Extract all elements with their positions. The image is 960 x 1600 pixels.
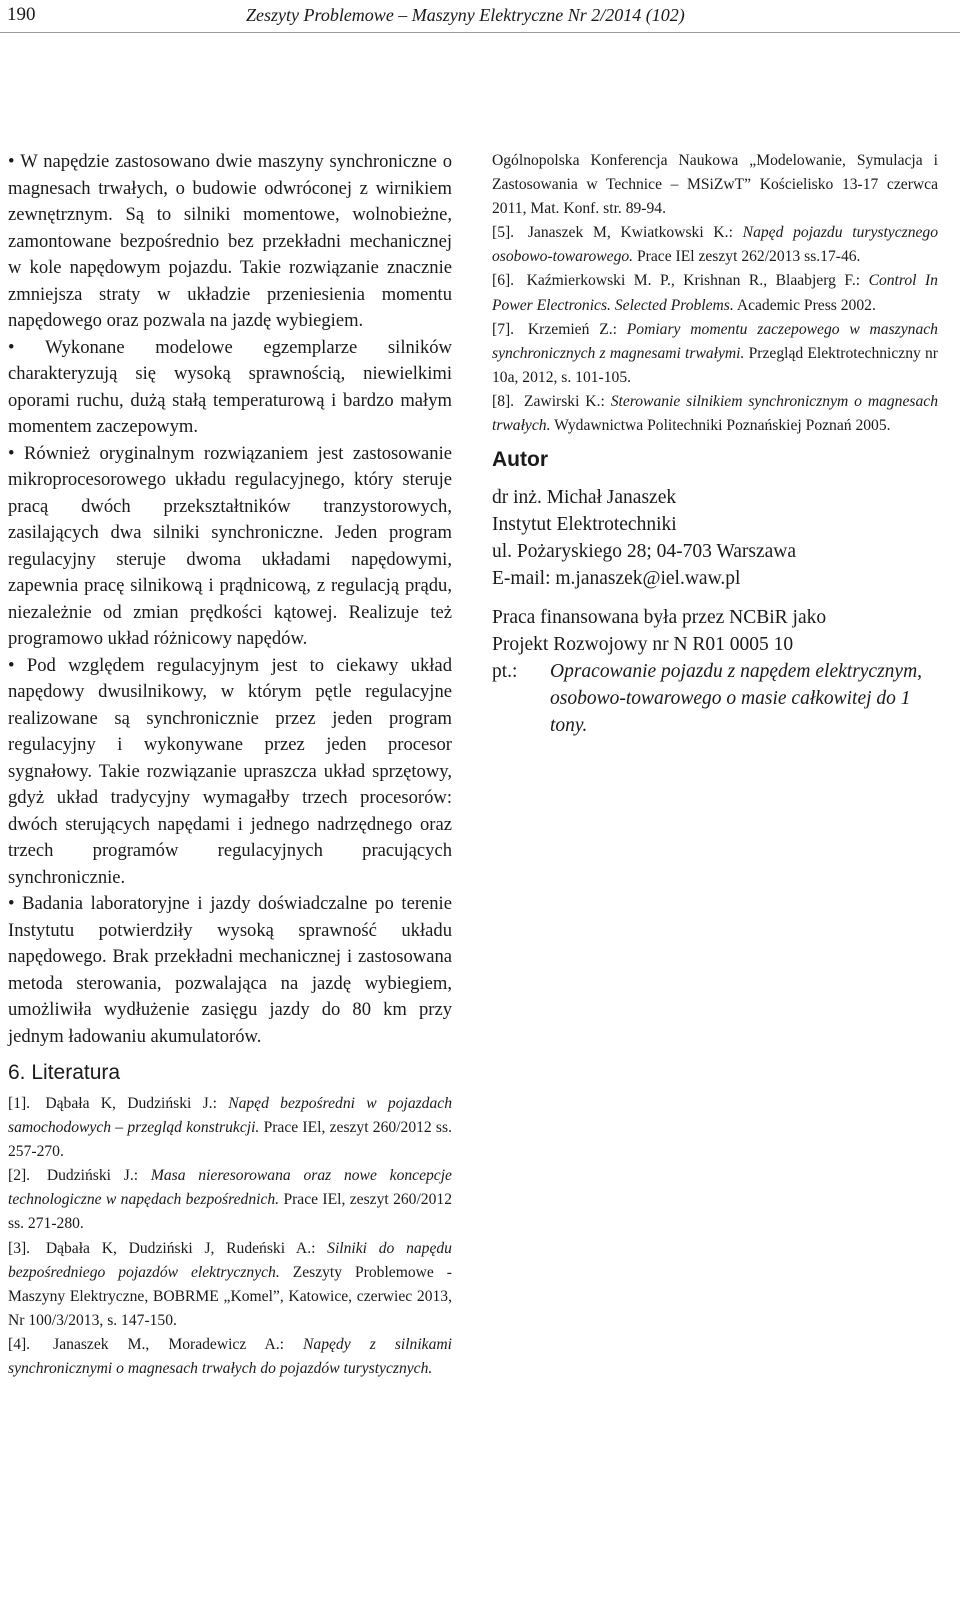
reference-item bbox=[492, 221, 938, 269]
reference-label: [3]. bbox=[8, 1239, 31, 1257]
left-column bbox=[8, 149, 452, 1381]
reference-authors: Janaszek M, Kwiatkowski K.: bbox=[527, 224, 733, 242]
funding-label: pt.: bbox=[492, 661, 518, 683]
reference-title: Napęd bezpośredni w pojazdach samochodowych – przegląd konstrukcji. bbox=[8, 1095, 452, 1137]
reference-label: [2]. bbox=[8, 1167, 31, 1185]
funding-project bbox=[492, 658, 938, 739]
reference-continuation: Ogólnopolska Konferencja Naukowa „Modelowanie, Symulacja i Zastosowania w Technice – MSiZwT” Kościelisko 13-17 czerwca 2011, Mat. Konf. str. 89-94. bbox=[492, 152, 938, 218]
reference-item bbox=[492, 390, 938, 438]
author-address: ul. Pożaryskiego 28; 04-703 Warszawa bbox=[492, 541, 797, 563]
reference-authors: Janaszek M., Moradewicz A.: bbox=[53, 1335, 284, 1353]
author-name: dr inż. Michał Janaszek bbox=[492, 487, 677, 509]
reference-item bbox=[8, 1164, 452, 1236]
reference-authors: Kaźmierkowski M. P., Krishnan R., Blaabjerg F.: bbox=[526, 272, 861, 290]
page-number: 190 bbox=[7, 4, 36, 25]
journal-title: Zeszyty Problemowe – Maszyny Elektryczne Nr 2/2014 (102) bbox=[246, 5, 685, 25]
reference-title: Pomiary momentu zaczepowego w maszynach synchronicznych z magnesami trwałymi. bbox=[492, 320, 938, 362]
author-institute: Instytut Elektrotechniki bbox=[492, 514, 677, 536]
reference-authors: Zawirski K.: bbox=[523, 392, 605, 410]
reference-details: Zeszyty Problemowe - Maszyny Elektryczne, BOBRME „Komel”, Katowice, czerwiec 2013, Nr 100/3/2013, s. 147-150. bbox=[8, 1263, 452, 1329]
literature-heading: 6. Literatura bbox=[8, 1061, 121, 1084]
reference-title: Masa nieresorowana oraz nowe koncepcje technologiczne w napędach bezpośrednich. bbox=[8, 1167, 452, 1209]
reference-details: Przegląd Elektrotechniczny nr 10a, 2012, s. 101-105. bbox=[492, 344, 938, 386]
reference-details: Prace IEl, zeszyt 260/2012 ss. 271-280. bbox=[8, 1191, 452, 1233]
reference-item bbox=[8, 1237, 452, 1333]
reference-title: Napędy z silnikami synchronicznymi o magnesach trwałych do pojazdów turystycznych. bbox=[8, 1335, 452, 1378]
reference-authors: Krzemień Z.: bbox=[527, 320, 617, 338]
funding-line: Praca finansowana była przez NCBiR jako bbox=[492, 607, 827, 629]
reference-item bbox=[8, 1092, 452, 1164]
reference-authors: Dąbała K, Dudziński J, Rudeński A.: bbox=[45, 1239, 316, 1257]
reference-title: Silniki do napędu bezpośredniego pojazdów elektrycznych. bbox=[8, 1239, 452, 1281]
reference-title: Control In Power Electronics. Selected Problems. bbox=[492, 272, 938, 314]
body-paragraph: • Badania laboratoryjne i jazdy doświadczalne po terenie Instytutu potwierdziły wysoką sprawność układu napędowego. Brak przekładni mechanicznej i zastosowana metoda sterowania, pozwalająca na jazdę wybiegiem, umożliwiła wydłużenie zasięgu jazdy do 80 km przy jednym ładowaniu akumulatorów. bbox=[8, 891, 452, 1050]
reference-details: Academic Press 2002. bbox=[736, 296, 876, 314]
author-email: E-mail: m.janaszek@iel.waw.pl bbox=[492, 568, 741, 590]
reference-details: Prace IEl zeszyt 262/2013 ss.17-46. bbox=[636, 248, 861, 266]
reference-details: Prace IEl, zeszyt 260/2012 ss. 257-270. bbox=[8, 1119, 452, 1161]
reference-label: [5]. bbox=[492, 224, 515, 242]
reference-item bbox=[8, 1333, 452, 1381]
reference-authors: Dąbała K, Dudziński J.: bbox=[45, 1095, 217, 1112]
reference-item bbox=[492, 318, 938, 390]
body-paragraph: • W napędzie zastosowano dwie maszyny synchroniczne o magnesach trwałych, o budowie odwróconej z wirnikiem zewnętrznym. Są to silniki momentowe, wolnobieżne, zamontowane bezpośrednio bez przekładni mechanicznej w kole napędowym pojazdu. Takie rozwiązanie znacznie zmniejsza straty w układzie przeniesienia momentu napędowego oraz pozwala na jazdę wybiegiem. bbox=[8, 149, 452, 335]
reference-item bbox=[492, 269, 938, 317]
reference-authors: Dudziński J.: bbox=[46, 1167, 139, 1185]
reference-label: [1]. bbox=[8, 1095, 31, 1112]
reference-label: [7]. bbox=[492, 320, 515, 338]
reference-label: [8]. bbox=[492, 392, 515, 410]
author-heading: Autor bbox=[492, 448, 548, 472]
page-header bbox=[0, 0, 960, 33]
reference-title: Napęd pojazdu turystycznego osobowo-towarowego. bbox=[492, 224, 939, 266]
reference-title: Sterowanie silnikiem synchronicznym o magnesach trwałych. bbox=[492, 392, 938, 435]
body-paragraph: • Pod względem regulacyjnym jest to ciekawy układ napędowy dwusilnikowy, w którym pętle regulacyjne realizowane są synchronicznie przez jeden program regulacyjny i wykonywane przez jeden procesor sygnałowy. Takie rozwiązanie upraszcza układ sprzętowy, gdyż układ tradycyjny wymagałby trzech procesorów: dwóch sterujących napędami i jednego nadrzędnego oraz trzech programów regulacyjnych pracujących synchronicznie. bbox=[8, 653, 452, 892]
funding-title: Opracowanie pojazdu z napędem elektrycznym, osobowo-towarowego o masie całkowitej do 1 tony. bbox=[550, 661, 923, 737]
funding-note bbox=[492, 604, 938, 739]
body-paragraph: • Również oryginalnym rozwiązaniem jest zastosowanie mikroprocesorowego układu regulacyjnego, który steruje pracą dwóch przekształtników tranzystorowych, zasilających dwa silniki synchroniczne. Jeden program regulacyjny steruje dwoma układami napędowymi, zapewnia pracę silnikową i prądnicową, z regulacją prądu, niezależnie od zmian prędkości kątowej. Realizuje też programowo układ różnicowy napędów. bbox=[8, 441, 452, 653]
reference-details: Wydawnictwa Politechniki Poznańskiej Poznań 2005. bbox=[554, 417, 891, 435]
reference-label: [6]. bbox=[492, 272, 515, 290]
right-column bbox=[492, 149, 938, 739]
funding-line: Projekt Rozwojowy nr N R01 0005 10 bbox=[492, 634, 794, 656]
body-paragraph: • Wykonane modelowe egzemplarze silników charakteryzują się wysoką sprawnością, niewielkimi oporami ruchu, dużą stałą temperaturową i bardzo małym momentem zaczepowym. bbox=[8, 335, 452, 441]
reference-label: [4]. bbox=[8, 1335, 31, 1353]
